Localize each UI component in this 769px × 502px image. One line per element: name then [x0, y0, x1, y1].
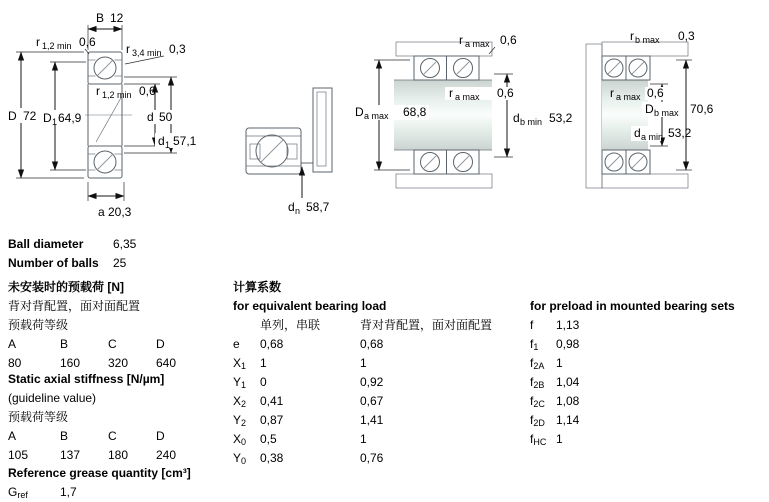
stiffness-value: 137 — [60, 448, 81, 462]
factor-value: 1 — [556, 432, 563, 446]
calc-col-empty — [233, 317, 260, 336]
class-header: D — [156, 337, 165, 351]
factor-value: 1 — [260, 356, 267, 370]
drawing-mounted-housing — [351, 33, 573, 188]
dim-r12-mid-symbol: r — [96, 84, 100, 98]
class-header: A — [8, 337, 17, 351]
dim-d1-value: 57,1 — [173, 134, 197, 148]
factor-symbol: $Y_2$ — [233, 413, 247, 428]
grease-row — [8, 484, 216, 502]
dim-r12-top-symbol: r — [36, 35, 40, 49]
dim-D-value: 72 — [23, 109, 37, 123]
section-calculation-factors — [233, 279, 492, 469]
dim-ra-sub: a max — [616, 92, 641, 102]
factor-value: 0,68 — [260, 337, 284, 351]
factor-symbol: $X_2$ — [233, 394, 247, 409]
factor-value: 0,92 — [360, 375, 384, 389]
dim-B-value: 12 — [110, 11, 124, 25]
mounted-row — [530, 336, 735, 355]
calc-subtitle: for equivalent bearing load — [233, 299, 387, 313]
preload-title: 未安装时的预载荷 [N] — [8, 280, 124, 294]
dim-rb-symbol: r — [630, 29, 634, 43]
dim-da-symbol: d — [634, 126, 641, 140]
dim-db-symbol: d — [513, 111, 520, 125]
stiffness-value: 240 — [156, 448, 177, 462]
dim-db-value: 53,2 — [549, 111, 573, 125]
calc-col-headers — [233, 317, 492, 336]
dim-ra-top-symbol: r — [459, 33, 463, 47]
dim-r34-sub: 3,4 min — [132, 48, 162, 58]
dim-dn-sub: n — [295, 206, 301, 216]
calc-row — [233, 393, 492, 412]
dim-Da-value: 68,8 — [403, 105, 427, 119]
drawing-mounted-shaft — [586, 29, 714, 188]
factor-value: 0,5 — [260, 432, 277, 446]
dim-d-value: 50 — [159, 110, 173, 124]
stiffness-class-headers — [8, 428, 216, 447]
dim-ra-symbol: r — [610, 86, 614, 100]
dim-r34-value: 0,3 — [169, 42, 186, 56]
dim-ra-mid-symbol: r — [449, 86, 453, 100]
dim-d1-symbol: d — [158, 134, 165, 148]
preload-class-label: 预载荷等级 — [8, 318, 69, 332]
factor-value: 0,41 — [260, 394, 284, 408]
dim-Db-symbol: D — [645, 102, 654, 116]
stiffness-values — [8, 447, 216, 466]
class-header: B — [60, 337, 69, 351]
factor-value: 1 — [556, 356, 563, 370]
mounted-row — [530, 374, 735, 393]
stiffness-title: Static axial stiffness [N/µm] — [8, 372, 165, 386]
calc-title: 计算系数 — [233, 280, 282, 294]
factor-value: 1,08 — [556, 394, 580, 408]
sleeve-bottom — [602, 174, 688, 188]
class-header: D — [156, 429, 165, 443]
factor-value: 0,67 — [360, 394, 384, 408]
dim-db-sub: b min — [520, 117, 543, 127]
preload-value: 640 — [156, 356, 177, 370]
factor-value: 0,76 — [360, 451, 384, 465]
housing-bottom — [396, 174, 492, 188]
calc-row — [233, 450, 492, 469]
factor-value: 1,14 — [556, 413, 580, 427]
factor-value: 0 — [260, 375, 267, 389]
dim-ra-mid-value: 0,6 — [497, 86, 514, 100]
factor-value: 1 — [360, 356, 367, 370]
factor-symbol: $X_0$ — [233, 432, 247, 447]
factor-symbol: $X_1$ — [233, 356, 247, 371]
preload-arrangement: 背对背配置，面对面配置 — [8, 299, 141, 313]
factor-symbol: f — [530, 318, 534, 332]
info-row — [8, 236, 136, 255]
class-header: B — [60, 429, 69, 443]
mounted-row — [530, 393, 735, 412]
dim-r12-top-sub: 1,2 min — [42, 41, 72, 51]
factor-value: 0,68 — [360, 337, 384, 351]
factor-symbol: $f_{2C}$ — [530, 394, 545, 409]
preload-value: 160 — [60, 356, 81, 370]
dim-Db-sub: b max — [654, 108, 679, 118]
stiffness-note: (guideline value) — [8, 391, 97, 405]
calc-col1-header: 单列，串联 — [260, 318, 321, 332]
factor-value: 0,87 — [260, 413, 284, 427]
calc-row — [233, 412, 492, 431]
section-bearing-info — [8, 236, 136, 274]
dim-d1-sub: 1 — [165, 140, 171, 150]
dim-ra-top-value: 0,6 — [500, 33, 517, 47]
info-label: Number of balls — [8, 256, 99, 270]
dim-da-value: 53,2 — [668, 126, 692, 140]
dim-D1-value: 64,9 — [58, 111, 82, 125]
factor-value: 0,38 — [260, 451, 284, 465]
grease-symbol: $G_{ref}$ — [8, 485, 28, 500]
info-label: Ball diameter — [8, 237, 84, 251]
factor-value: 1,13 — [556, 318, 580, 332]
mounted-row — [530, 317, 735, 336]
section-preload-mounted — [530, 298, 735, 450]
dim-dn-symbol: d — [288, 200, 295, 214]
factor-symbol: e — [233, 337, 240, 351]
factor-value: 0,98 — [556, 337, 580, 351]
dim-d-symbol: d — [147, 110, 154, 124]
factor-value: 1,04 — [556, 375, 580, 389]
dim-a-symbol: a — [98, 205, 105, 219]
calc-row — [233, 336, 492, 355]
factor-symbol: $f_{2A}$ — [530, 356, 545, 371]
factor-value: 1 — [360, 432, 367, 446]
factor-symbol: $Y_0$ — [233, 451, 247, 466]
factor-symbol: $f_1$ — [530, 337, 539, 352]
calc-col2-header: 背对背配置，面对面配置 — [360, 318, 493, 332]
section-stiffness — [8, 371, 216, 466]
dim-a-value: 20,3 — [108, 205, 132, 219]
shaft-shoulder — [586, 44, 602, 188]
calc-row — [233, 431, 492, 450]
dim-B-symbol: B — [96, 11, 105, 25]
preload-value: 80 — [8, 356, 22, 370]
class-header: A — [8, 429, 17, 443]
factor-symbol: $f_{HC}$ — [530, 432, 547, 447]
preload-value: 320 — [108, 356, 129, 370]
dim-r34-symbol: r — [126, 42, 130, 56]
section-preload-unmounted — [8, 279, 216, 374]
stiffness-value: 180 — [108, 448, 129, 462]
section-grease — [8, 465, 216, 502]
dim-Da-symbol: D — [355, 105, 364, 119]
class-header: C — [108, 337, 117, 351]
info-value: 25 — [113, 256, 127, 270]
factor-symbol: $Y_1$ — [233, 375, 247, 390]
info-value: 6,35 — [113, 237, 137, 251]
bearing-drawings — [0, 0, 769, 232]
drawing-bearing-section — [5, 11, 200, 219]
factor-symbol: $f_{2D}$ — [530, 413, 545, 428]
dim-ra-value: 0,6 — [647, 86, 664, 100]
grease-value: 1,7 — [60, 485, 77, 499]
dim-D1-sub: 1 — [52, 117, 58, 127]
dim-r12-top-value: 0,6 — [79, 35, 96, 49]
dim-r12-mid-sub: 1,2 min — [102, 90, 132, 100]
dim-rb-sub: b max — [635, 35, 660, 45]
mounted-row — [530, 412, 735, 431]
stiffness-class-label: 预载荷等级 — [8, 410, 69, 424]
dim-D1-symbol: D — [43, 111, 52, 125]
stiffness-value: 105 — [8, 448, 29, 462]
dim-rb-value: 0,3 — [678, 29, 695, 43]
calc-row — [233, 374, 492, 393]
mounted-title: for preload in mounted bearing sets — [530, 299, 735, 313]
dim-ra-mid-sub: a max — [455, 92, 480, 102]
dim-Db-value: 70,6 — [690, 102, 714, 116]
calc-row — [233, 355, 492, 374]
class-header: C — [108, 429, 117, 443]
mounted-row — [530, 355, 735, 374]
preload-class-headers — [8, 336, 216, 355]
dim-r12-mid-value: 0,6 — [139, 84, 156, 98]
factor-value: 1,41 — [360, 413, 384, 427]
dim-ra-top-sub: a max — [465, 39, 490, 49]
mounted-row — [530, 431, 735, 450]
dim-D-symbol: D — [8, 109, 17, 123]
spacer-ring — [313, 88, 332, 172]
dim-da-sub: a min — [641, 132, 664, 142]
dim-dn-value: 58,7 — [306, 200, 330, 214]
grease-title: Reference grease quantity [cm³] — [8, 466, 191, 480]
factor-symbol: $f_{2B}$ — [530, 375, 545, 390]
drawing-recess — [246, 88, 332, 216]
info-row — [8, 255, 136, 274]
dim-Da-sub: a max — [364, 111, 389, 121]
